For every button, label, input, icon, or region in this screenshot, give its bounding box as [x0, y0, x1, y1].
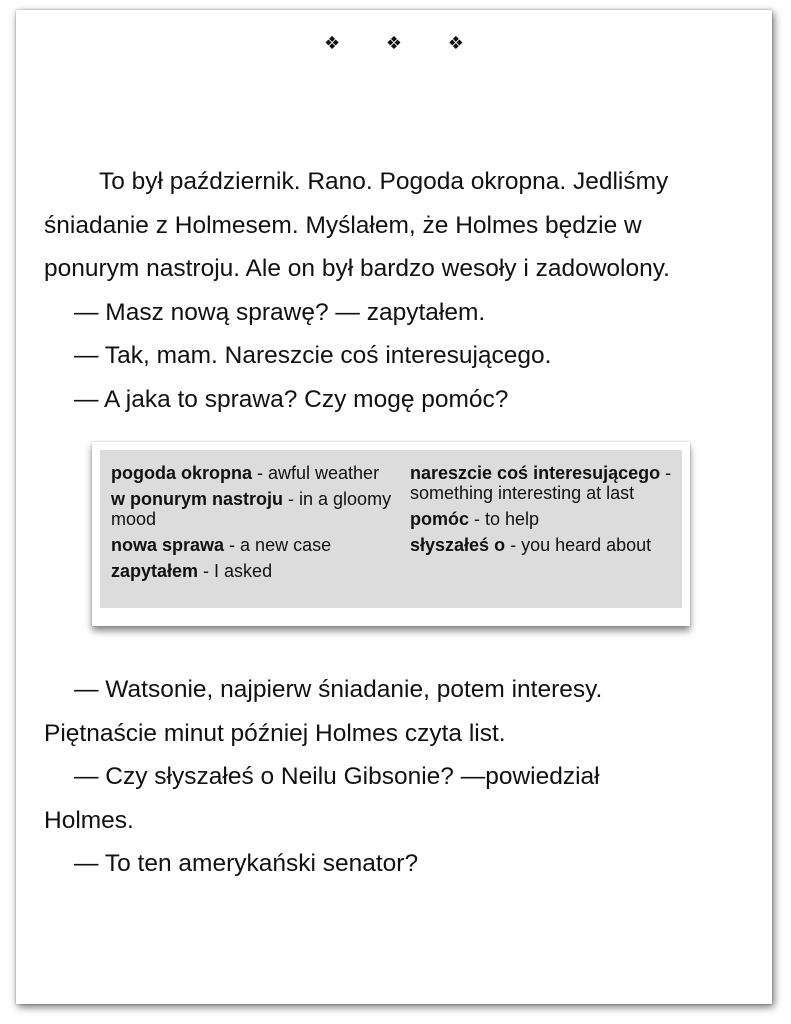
- vocabulary-separator: -: [198, 561, 215, 581]
- ornament-glyph: ❖: [385, 33, 403, 54]
- paragraph-line: śniadanie z Holmesem. Myślałem, że Holmes będzie w: [44, 211, 642, 239]
- dialog-line: — Watsonie, najpierw śniadanie, potem interesy.: [74, 676, 603, 703]
- paragraph-line: Piętnaście minut później Holmes czyta list.: [44, 719, 506, 747]
- paragraph-line: To był październik. Rano. Pogoda okropna. Jedliśmy: [99, 168, 669, 195]
- vocabulary-separator: -: [252, 463, 268, 483]
- vocabulary-meaning: you heard about: [521, 535, 652, 555]
- story-text-top: [44, 160, 744, 421]
- vocabulary-term: słyszałeś o: [410, 535, 506, 555]
- vocabulary-term: nareszcie coś interesującego: [410, 463, 661, 483]
- vocabulary-column-right: [410, 463, 690, 561]
- vocabulary-entry: [111, 561, 396, 581]
- vocabulary-entry: [111, 463, 396, 483]
- vocabulary-separator: -: [660, 463, 672, 483]
- vocabulary-separator: -: [283, 489, 300, 509]
- vocabulary-entry: [410, 535, 690, 555]
- vocabulary-term: zapytałem: [111, 561, 199, 581]
- paragraph-line: Holmes.: [44, 806, 134, 834]
- section-ornament: [16, 32, 772, 56]
- book-page: [16, 10, 772, 1004]
- vocabulary-entry: [111, 535, 396, 555]
- vocabulary-entry: [111, 489, 396, 529]
- paragraph-line: ponurym nastroju. Ale on był bardzo wesoły i zadowolony.: [44, 255, 670, 282]
- dialog-line: — To ten amerykański senator?: [74, 850, 419, 877]
- vocabulary-column-left: [111, 463, 396, 587]
- dialog-line: — Czy słyszałeś o Neilu Gibsonie? —powiedział: [74, 763, 600, 790]
- ornament-glyph: ❖: [324, 33, 341, 54]
- vocabulary-term: pomóc: [410, 509, 470, 529]
- vocabulary-meaning: to help: [485, 509, 540, 529]
- vocabulary-box: [92, 442, 690, 626]
- vocabulary-meaning: in a gloomy mood: [111, 489, 392, 529]
- vocabulary-separator: -: [469, 509, 486, 529]
- vocabulary-meaning: I asked: [214, 561, 273, 581]
- story-text-bottom: [44, 668, 744, 886]
- vocabulary-meaning: something interesting at last: [410, 483, 635, 503]
- vocabulary-entry: [410, 509, 690, 529]
- vocabulary-separator: -: [505, 535, 522, 555]
- dialog-line: — Masz nową sprawę? — zapytałem.: [74, 298, 486, 326]
- vocabulary-term: w ponurym nastroju: [111, 489, 284, 509]
- vocabulary-term: nowa sprawa: [111, 535, 225, 555]
- vocabulary-separator: -: [224, 535, 241, 555]
- ornament-glyph: ❖: [447, 33, 464, 54]
- dialog-line: — A jaka to sprawa? Czy mogę pomóc?: [74, 385, 509, 413]
- vocabulary-entry: [410, 463, 690, 503]
- vocabulary-meaning: awful weather: [268, 463, 380, 483]
- vocabulary-term: pogoda okropna: [111, 463, 252, 483]
- dialog-line: — Tak, mam. Nareszcie coś interesującego.: [74, 342, 552, 369]
- vocabulary-meaning: a new case: [240, 535, 332, 555]
- vocabulary-panel: [100, 450, 682, 608]
